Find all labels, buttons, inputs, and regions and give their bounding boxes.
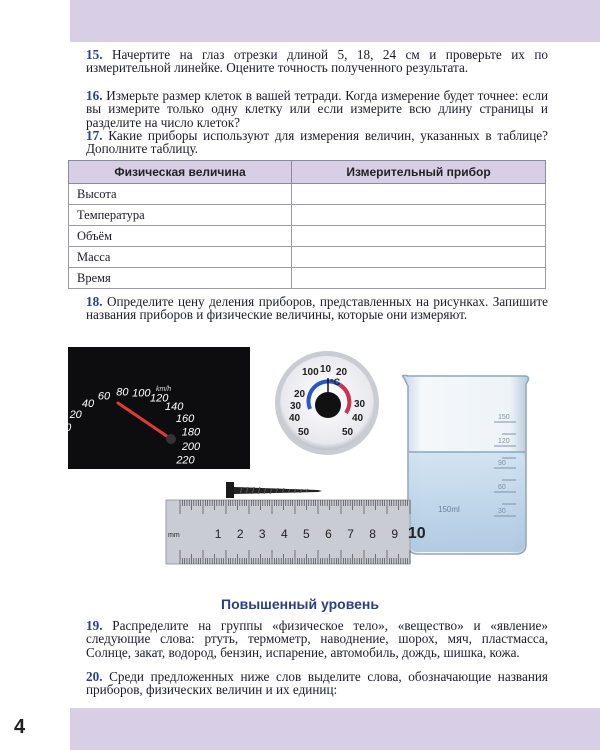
quantity-cell: Масса — [69, 247, 292, 268]
table-row — [69, 226, 546, 247]
ruler-number: 9 — [391, 527, 399, 541]
task-text: Начертите на глаз отрезки длиной 5, 18, 24 см и проверьте их по измерительной линейке. Оцените точность полученного результата. — [86, 47, 548, 76]
speedometer-tick-label: 20 — [69, 409, 82, 421]
task-number: 18. — [86, 294, 103, 309]
beaker-water — [409, 452, 525, 552]
task-20 — [86, 670, 548, 697]
beaker-label: 150ml — [438, 505, 460, 514]
table-row — [69, 268, 546, 289]
speedometer-tick-label: 80 — [116, 386, 129, 399]
quantity-cell: Время — [69, 268, 292, 289]
table-header-quantity: Физическая величина — [69, 161, 292, 184]
speedometer-tick-label: 200 — [181, 440, 201, 453]
task-number: 15. — [86, 47, 103, 62]
ruler-number: 10 — [407, 525, 426, 542]
task-text: Распределите на группы «физическое тело», «вещество» и «явление» следующие слова: ртуть, термометр, наводнение, шорох, мяч, пластмасса, Солнце, закат, водород, бензин, испарение, автомобиль, дождь, шишка, кожа. — [86, 618, 548, 660]
ruler-number: 7 — [347, 527, 354, 541]
speedometer-tick-label: 100 — [132, 387, 151, 400]
ruler-unit: mm — [168, 532, 180, 539]
quantity-cell: Объём — [69, 226, 292, 247]
thermometer-tick-label: 50 — [342, 427, 354, 438]
instrument-cell-empty — [292, 247, 546, 268]
thermometer-tick-label: 20 — [294, 389, 306, 400]
ruler-number: 2 — [236, 527, 244, 541]
speedometer-tick-label: 120 — [150, 392, 169, 405]
table-row — [69, 205, 546, 226]
beaker-mark: 30 — [498, 508, 506, 515]
ruler-number: 5 — [303, 527, 310, 541]
ruler-number: 6 — [325, 527, 332, 541]
speedometer-unit: km/h — [156, 386, 172, 393]
instrument-cell-empty — [292, 268, 546, 289]
speedometer-illustration — [65, 347, 250, 469]
ruler-number: 1 — [214, 527, 222, 541]
speedometer-tick-label: 140 — [165, 401, 184, 414]
speedometer-tick-label: 0 — [65, 422, 72, 435]
measurement-table — [68, 160, 546, 289]
thermometer-tick-label: 40 — [352, 413, 364, 424]
ruler-illustration — [166, 500, 426, 564]
ruler-number: 8 — [369, 527, 376, 541]
table-row — [69, 184, 546, 205]
speedometer-tick-label: 60 — [97, 390, 111, 403]
section-title: Повышенный уровень — [221, 596, 379, 612]
quantity-cell: Температура — [69, 205, 292, 226]
task-17 — [86, 129, 548, 156]
task-text: Измерьте размер клеток в вашей тетради. Когда измерение будет точнее: если вы измерите только одну клетку или если измерите всю длину страницы и разделите на число клеток? — [86, 88, 548, 130]
task-number: 16. — [86, 88, 103, 103]
speedometer-tick-label: 180 — [181, 426, 201, 439]
speedometer-tick-label: 220 — [176, 454, 195, 467]
table-row — [69, 247, 546, 268]
thermometer-tick-label: 100 — [302, 367, 319, 378]
thermometer-illustration — [272, 345, 382, 463]
instrument-cell-empty — [292, 226, 546, 247]
thermometer-tick-label: 10 — [320, 364, 332, 375]
beaker-mark: 150 — [498, 414, 510, 421]
instrument-cell-empty — [292, 184, 546, 205]
table-header-instrument: Измерительный прибор — [292, 161, 546, 184]
speedometer-tick-label: 160 — [175, 412, 195, 425]
task-number: 17. — [86, 128, 103, 143]
thermometer-tick-label: 30 — [354, 399, 366, 410]
beaker-mark: 120 — [498, 438, 510, 445]
thermometer-tick-label: 40 — [289, 413, 301, 424]
header-band — [70, 0, 600, 42]
footer-band — [70, 708, 600, 750]
thermometer-tick-label: 50 — [298, 427, 310, 438]
quantity-cell: Высота — [69, 184, 292, 205]
task-18 — [86, 295, 548, 322]
ruler-number: 3 — [258, 527, 266, 541]
task-number: 20. — [86, 669, 103, 684]
task-text: Определите цену деления приборов, представленных на рисунках. Запишите названия приборов и физические величины, которые они измеряют. — [86, 294, 549, 323]
thermometer-unit: °C — [330, 377, 341, 387]
task-16 — [86, 89, 548, 129]
task-19 — [86, 619, 548, 659]
speedometer-tick-label: 40 — [81, 398, 95, 411]
page-number: 4 — [14, 716, 26, 738]
task-number: 19. — [86, 618, 103, 633]
needle-hub — [166, 434, 176, 444]
beaker-mark: 60 — [498, 484, 506, 491]
instrument-cell-empty — [292, 205, 546, 226]
thermometer-tick-label: 20 — [336, 367, 348, 378]
task-text: Среди предложенных ниже слов выделите слова, обозначающие названия приборов, физических величин и их единиц: — [86, 669, 549, 698]
task-text: Какие приборы используют для измерения величин, указанных в таблице? Дополните таблицу. — [86, 128, 548, 157]
beaker-mark: 90 — [498, 460, 506, 467]
thermometer-tick-label: 30 — [290, 401, 302, 412]
ruler-number: 4 — [280, 527, 288, 541]
task-15 — [86, 48, 548, 75]
